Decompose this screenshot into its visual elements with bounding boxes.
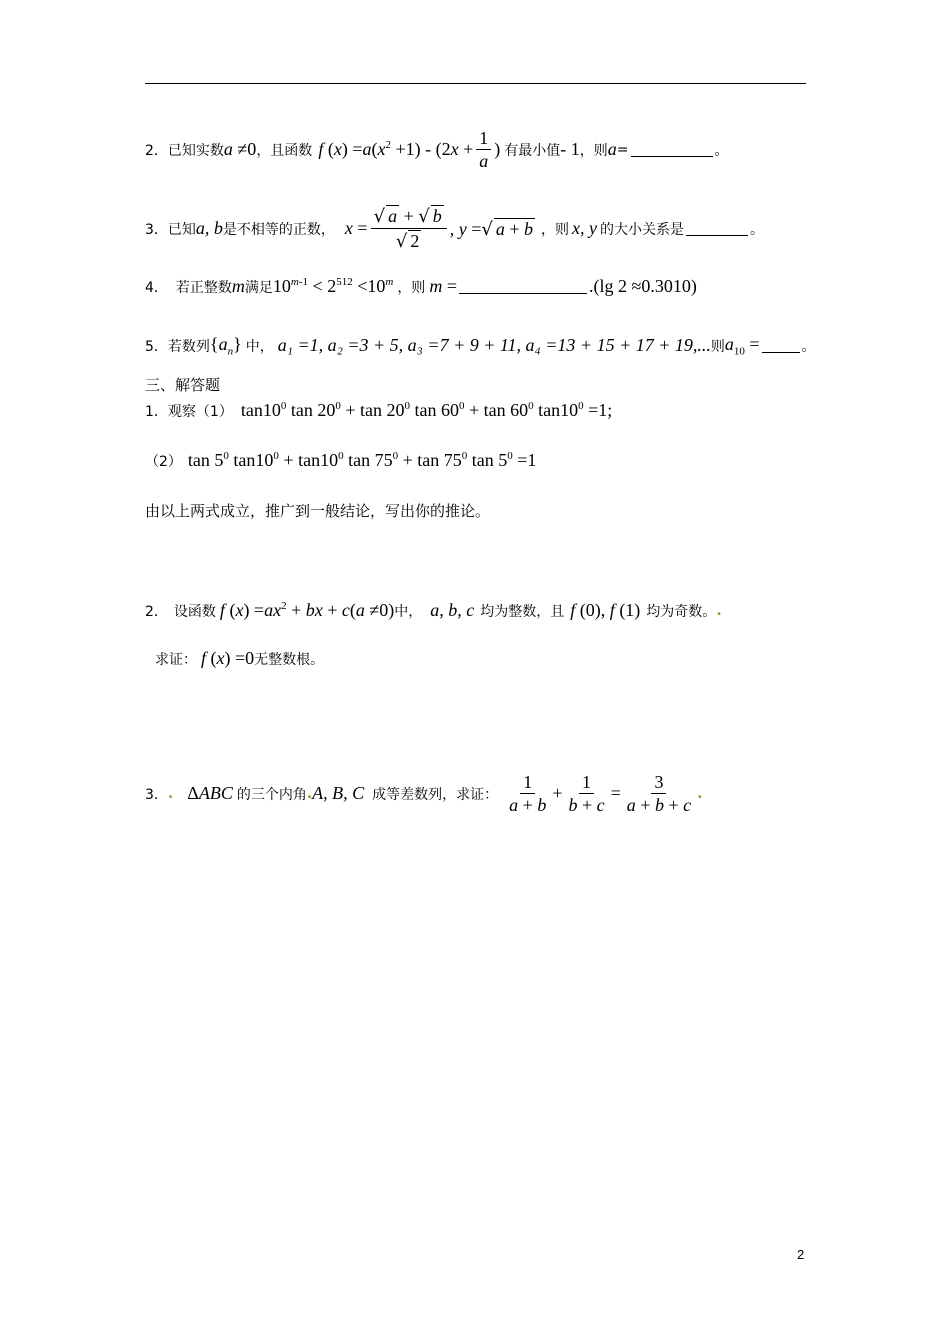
section-title: 三、解答题 (145, 376, 221, 394)
solve-question-2-prove: 求证： f (x) =0 无整数根。 (155, 648, 325, 668)
solve-question-1-line-1: 1．观察（1） $\tan 10^0$ $\tan 20^0 + \tan 20^0$ $\tan 60^0 + \tan 60^0$ $\tan 10^0 =1$; (145, 400, 613, 420)
fraction-1-over-a: $\frac{1}{a}$ (476, 128, 491, 171)
answer-blank[interactable] (631, 142, 713, 157)
solve-question-1-line-2: （2） $\tan 5^0$ $\tan 10^0 + \tan 10^0$ $\tan 75^0 + \tan 75^0$ $\tan 5^0 =1$ (145, 450, 537, 470)
fraction-sqrt-sum: $\frac{√ a + √ b}{√ 2}$ (371, 205, 447, 252)
math-quadratic: f $(x) =ax^2$ + bx + c(a ≠0) (219, 600, 395, 620)
fraction-1-over-a-plus-b: $\frac{1}{a + b}$ (509, 772, 547, 815)
solve-question-3: 3． . ΔABC 的三个内角 . A, B, C 成等差数列，求证： $\frac{1}{a + b}$ + $\frac{1}{b + c}$ = $\frac{3}{a + b + c}$ . (145, 772, 703, 815)
fraction-3-over-sum: $\frac{3}{a + b + c}$ (626, 772, 692, 815)
answer-blank[interactable] (686, 221, 748, 236)
fill-question-5: 5． 若数列 $\{a_n\}$ 中， a₁ =1, a₂ =3 + 5, a₃ =7 + 9 + 11, a₄ =13 + 15 + 17 + 19,... 则 $a_{10}$ = 。 (145, 334, 816, 358)
math-inequality: $10^{m-1} < 2^{512} <10^m$ (272, 276, 394, 296)
solve-question-1-conclusion: 由以上两式成立，推广到一般结论，写出你的推论。 (145, 502, 491, 520)
math-f-definition: f $(x) =a(x^2 +1) - (2x$ + (318, 139, 474, 159)
math-tan-identity-2: $\tan 5^0$ $\tan 10^0 + \tan 10^0$ $\tan 75^0 + \tan 75^0$ $\tan 5^0 =1$ (187, 450, 537, 470)
answer-blank[interactable] (762, 338, 800, 353)
fill-question-4: 4． 若正整数 m 满足 $10^{m-1} < 2^{512} <10^m$ ，则 m = .(lg 2 ≈0.3010) (145, 276, 697, 296)
fill-question-3: 3． 已知 a, b 是不相等的正数， x = $\frac{√ a + √ b}{√ 2}$ , y =√ a + b ，则 x, y 的大小关系是 。 (145, 206, 764, 252)
math-tan-identity-1: $\tan 10^0$ $\tan 20^0 + \tan 20^0$ $\tan 60^0 + \tan 60^0$ $\tan 10^0 =1$; (240, 400, 613, 420)
fill-question-2: 2． 已知实数 a ≠0 ，且函数 f $(x) =a(x^2 +1) - (2x$ + $\frac{1}{a}$ ) 有最小值 - 1 ，则 a = 。 (145, 128, 729, 171)
answer-blank[interactable] (459, 279, 587, 294)
header-rule (145, 83, 806, 84)
solve-question-2: 2． 设函数 f $(x) =ax^2$ + bx + c(a ≠0) 中， a, b, c 均为整数，且 f (0), f (1) 均为奇数。 . (145, 600, 722, 620)
fraction-1-over-b-plus-c: $\frac{1}{b + c}$ (568, 772, 605, 815)
math-a-neq-0: a ≠0 (223, 139, 257, 159)
page-number: 2 (797, 1247, 805, 1262)
